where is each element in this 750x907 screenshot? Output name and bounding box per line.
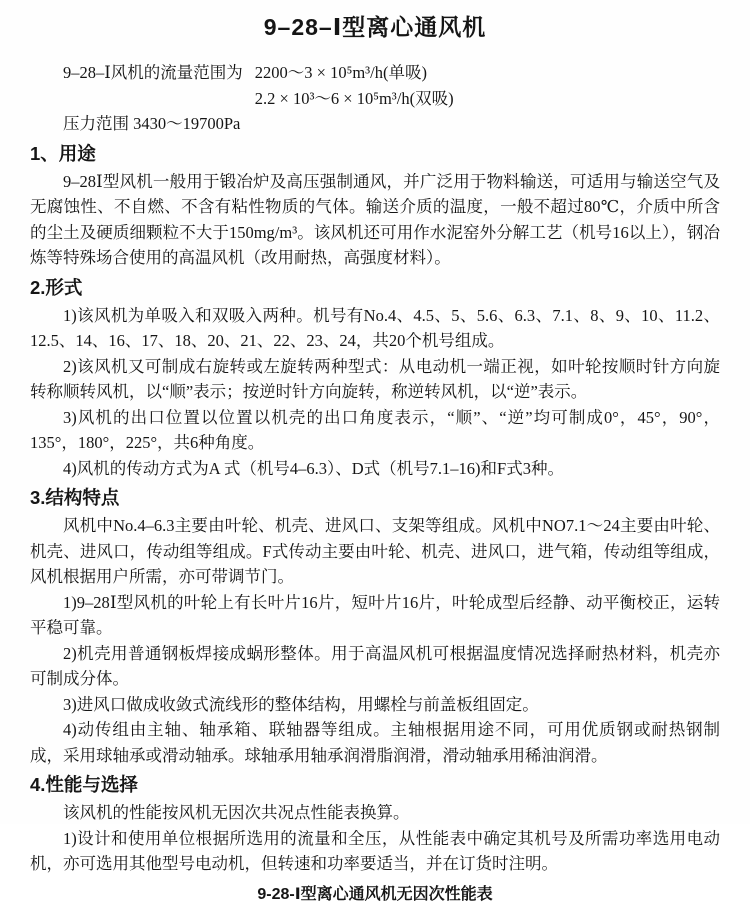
form-item-4: 4)风机的传动方式为A 式（机号4–6.3）、D式（机号7.1–16)和F式3种。 (30, 456, 720, 482)
flow-range-double-suction: 2.2 × 10³～6 × 10⁵m³/h(双吸) (255, 86, 454, 112)
form-item-2: 2)该风机又可制成右旋转或左旋转两种型式：从电动机一端正视，如叶轮按顺时针方向旋转称顺转风机，以“顺”表示；按逆时针方向旋转，称逆转风机，以“逆”表示。 (30, 354, 720, 405)
section-heading-form: 2.形式 (30, 274, 720, 301)
performance-item-1: 1)设计和使用单位根据所选用的流量和全压，从性能表中确定其机号及所需功率选用电动机，亦可选用其他型号电动机，但转速和功率要适当，并在订货时注明。 (30, 826, 720, 877)
structure-item-4: 4)动传组由主轴、轴承箱、联轴器等组成。主轴根据用途不同，可用优质钢或耐热钢制成，采用球轴承或滑动轴承。球轴承用轴承润滑脂润滑，滑动轴承用稀油润滑。 (30, 717, 720, 768)
section-heading-structure: 3.结构特点 (30, 484, 720, 511)
flow-range-values (255, 60, 454, 111)
flow-range-block (30, 60, 720, 111)
structure-item-2: 2)机壳用普通钢板焊接成蜗形整体。用于高温风机可根据温度情况选择耐热材料，机壳亦可制成分体。 (30, 641, 720, 692)
flow-range-label: 9–28–Ⅰ风机的流量范围为 (63, 60, 243, 86)
form-item-1: 1)该风机为单吸入和双吸入两种。机号有No.4、4.5、5、5.6、6.3、7.1、8、9、10、11.2、12.5、14、16、17、18、20、21、22、23、24，共20个机号组成。 (30, 303, 720, 354)
section-heading-usage: 1、用途 (30, 140, 720, 167)
table-caption: 9-28-Ⅰ型离心通风机无因次性能表 (30, 882, 720, 907)
page-title: 9–28–Ⅰ型离心通风机 (30, 12, 720, 42)
pressure-range-line: 压力范围 3430～19700Pa (30, 111, 720, 137)
section-heading-performance: 4.性能与选择 (30, 771, 720, 798)
performance-intro-paragraph: 该风机的性能按风机无因次共况点性能表换算。 (30, 800, 720, 826)
form-item-3: 3)风机的出口位置以位置以机壳的出口角度表示，“顺”、“逆”均可制成0°，45°，90°，135°，180°，225°，共6种角度。 (30, 405, 720, 456)
flow-range-single-suction: 2200～3 × 10⁵m³/h(单吸) (255, 60, 454, 86)
structure-item-3: 3)进风口做成收敛式流线形的整体结构，用螺栓与前盖板组固定。 (30, 692, 720, 718)
structure-intro-paragraph: 风机中No.4–6.3主要由叶轮、机壳、进风口、支架等组成。风机中NO7.1～24主要由叶轮、机壳、进风口，传动组等组成。F式传动主要由叶轮、机壳、进风口，进气箱，传动组等组成，风机根据用户所需，亦可带调节门。 (30, 513, 720, 590)
usage-paragraph: 9–28Ⅰ型风机一般用于锻冶炉及高压强制通风，并广泛用于物料输送，可适用与输送空气及无腐蚀性、不自燃、不含有粘性物质的气体。输送介质的温度，一般不超过80℃，介质中所含的尘土及硬质细颗粒不大于150mg/m³。该风机还可用作水泥窑外分解工艺（机号16以上），钢冶炼等特殊场合使用的高温风机（改用耐热，高强度材料）。 (30, 169, 720, 271)
structure-item-1: 1)9–28Ⅰ型风机的叶轮上有长叶片16片，短叶片16片，叶轮成型后经静、动平衡校正，运转平稳可靠。 (30, 590, 720, 641)
